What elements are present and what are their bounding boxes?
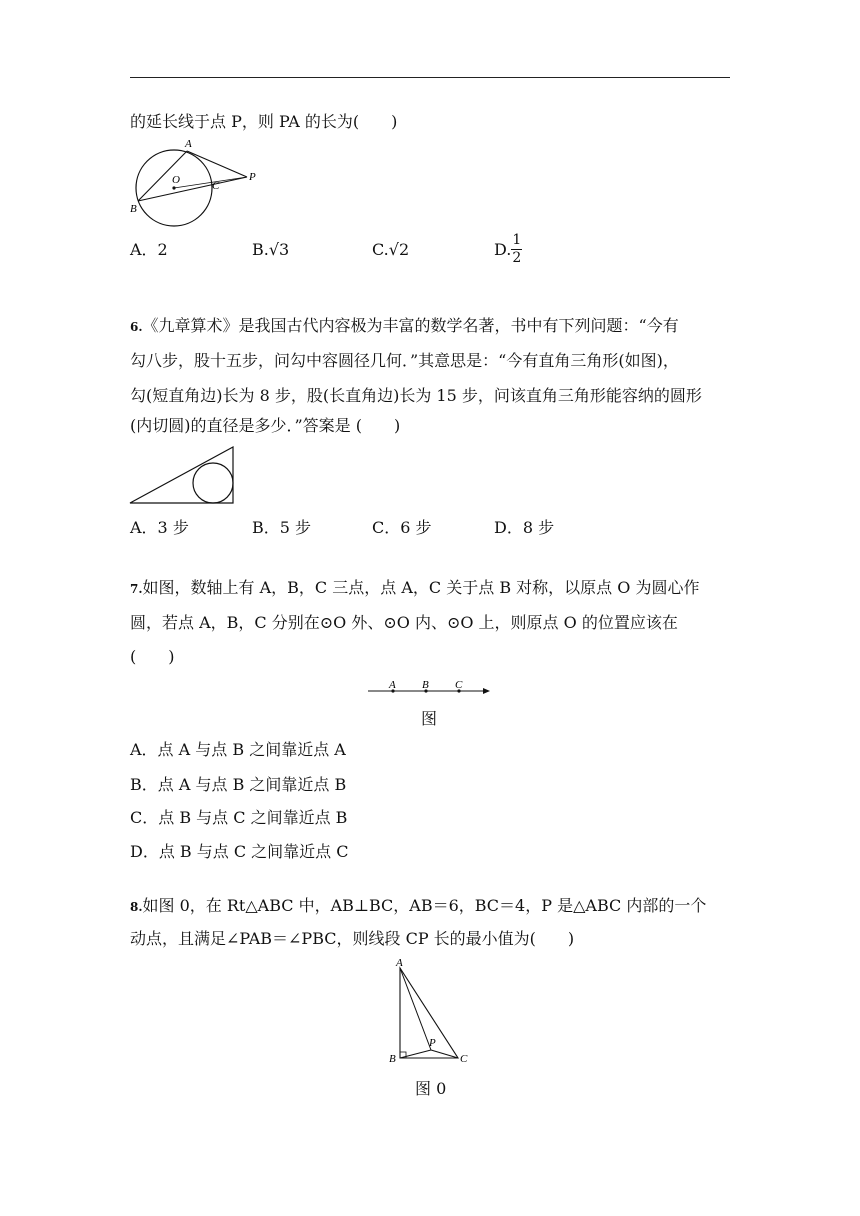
- header-rule: [130, 77, 730, 78]
- q5-label-p: P: [249, 171, 256, 183]
- q7-option-b[interactable]: B．点 A 与点 B 之间靠近点 B: [130, 775, 347, 794]
- q8-label-a: A: [396, 957, 403, 969]
- q6-number: 6.: [130, 320, 143, 334]
- q5-stem-tail: 的延长线于点 P，则 PA 的长为( ): [130, 112, 398, 131]
- q7-arrowhead: [483, 688, 490, 694]
- q7-number-line-figure: [366, 676, 492, 698]
- q5-segment-ap: [187, 151, 247, 177]
- q7-label-b: B: [422, 679, 429, 691]
- q5-option-d-denominator: 2: [512, 250, 522, 266]
- q6-option-d[interactable]: D．8 步: [494, 518, 555, 537]
- q6-line-1-text: 《九章算术》是我国古代内容极为丰富的数学名著，书中有下列问题：“今有: [142, 316, 679, 335]
- q5-option-d-numerator: 1: [512, 232, 522, 248]
- q7-line-1-text: 如图，数轴上有 A，B，C 三点，点 A，C 关于点 B 对称，以原点 O 为圆心作: [142, 578, 700, 597]
- q7-line-3: ( ): [130, 647, 175, 666]
- q8-label-b: B: [389, 1053, 396, 1065]
- q5-option-d-prefix: D.: [494, 240, 512, 259]
- q7-label-a: A: [389, 679, 396, 691]
- q7-line-1: [130, 578, 699, 599]
- q8-line-1-text: 如图 0，在 Rt△ABC 中，AB⊥BC，AB＝6，BC＝4，P 是△ABC 内部的一个: [142, 896, 707, 915]
- q7-number: 7.: [130, 582, 143, 596]
- q5-option-d-fraction: [511, 232, 522, 267]
- q8-label-c: C: [460, 1053, 468, 1065]
- q6-option-a[interactable]: A．3 步: [130, 518, 189, 537]
- q6-line-1: [130, 316, 679, 337]
- q6-option-c[interactable]: C．6 步: [372, 518, 432, 537]
- q6-option-b[interactable]: B．5 步: [252, 518, 312, 537]
- q7-label-c: C: [455, 679, 463, 691]
- q8-line-1: [130, 896, 706, 917]
- q6-line-3: 勾(短直角边)长为 8 步，股(长直角边)长为 15 步，问该直角三角形能容纳的圆形: [130, 386, 702, 405]
- q8-segment-bp: [400, 1050, 431, 1058]
- q7-option-a[interactable]: A．点 A 与点 B 之间靠近点 A: [130, 740, 346, 759]
- q5-label-o: O: [172, 174, 180, 186]
- q8-triangle-figure: [388, 956, 478, 1068]
- q5-label-c: C: [212, 180, 220, 192]
- q5-segment-bp: [138, 177, 247, 201]
- q5-circle-figure: [125, 136, 265, 226]
- q5-center-dot: [172, 186, 175, 189]
- q6-right-triangle: [130, 447, 233, 503]
- q8-line-2: 动点，且满足∠PAB＝∠PBC，则线段 CP 长的最小值为( ): [130, 929, 575, 948]
- q5-option-b[interactable]: B.√3: [252, 240, 290, 259]
- q7-option-c[interactable]: C．点 B 与点 C 之间靠近点 B: [130, 808, 348, 827]
- q6-triangle-figure: [128, 445, 238, 507]
- q8-figure-caption: 图 0: [415, 1079, 447, 1098]
- q8-label-p: P: [429, 1037, 436, 1049]
- q7-figure-caption: 图: [421, 709, 438, 728]
- q7-line-2: 圆，若点 A，B，C 分别在⊙O 外、⊙O 内、⊙O 上，则原点 O 的位置应该在: [130, 613, 678, 632]
- q7-option-d[interactable]: D．点 B 与点 C 之间靠近点 C: [130, 842, 349, 861]
- q5-label-a: A: [185, 138, 192, 150]
- q5-label-b: B: [130, 203, 137, 215]
- q5-option-d[interactable]: [494, 232, 522, 267]
- q6-line-2: 勾八步，股十五步，问勾中容圆径几何．”其意思是：“今有直角三角形(如图)，: [130, 351, 679, 370]
- q6-incircle: [193, 463, 233, 503]
- q5-option-c[interactable]: C.√2: [372, 240, 410, 259]
- q5-option-a[interactable]: A．2: [130, 240, 168, 259]
- q6-line-4: (内切圆)的直径是多少．”答案是 ( ): [130, 416, 401, 435]
- q8-number: 8.: [130, 900, 143, 914]
